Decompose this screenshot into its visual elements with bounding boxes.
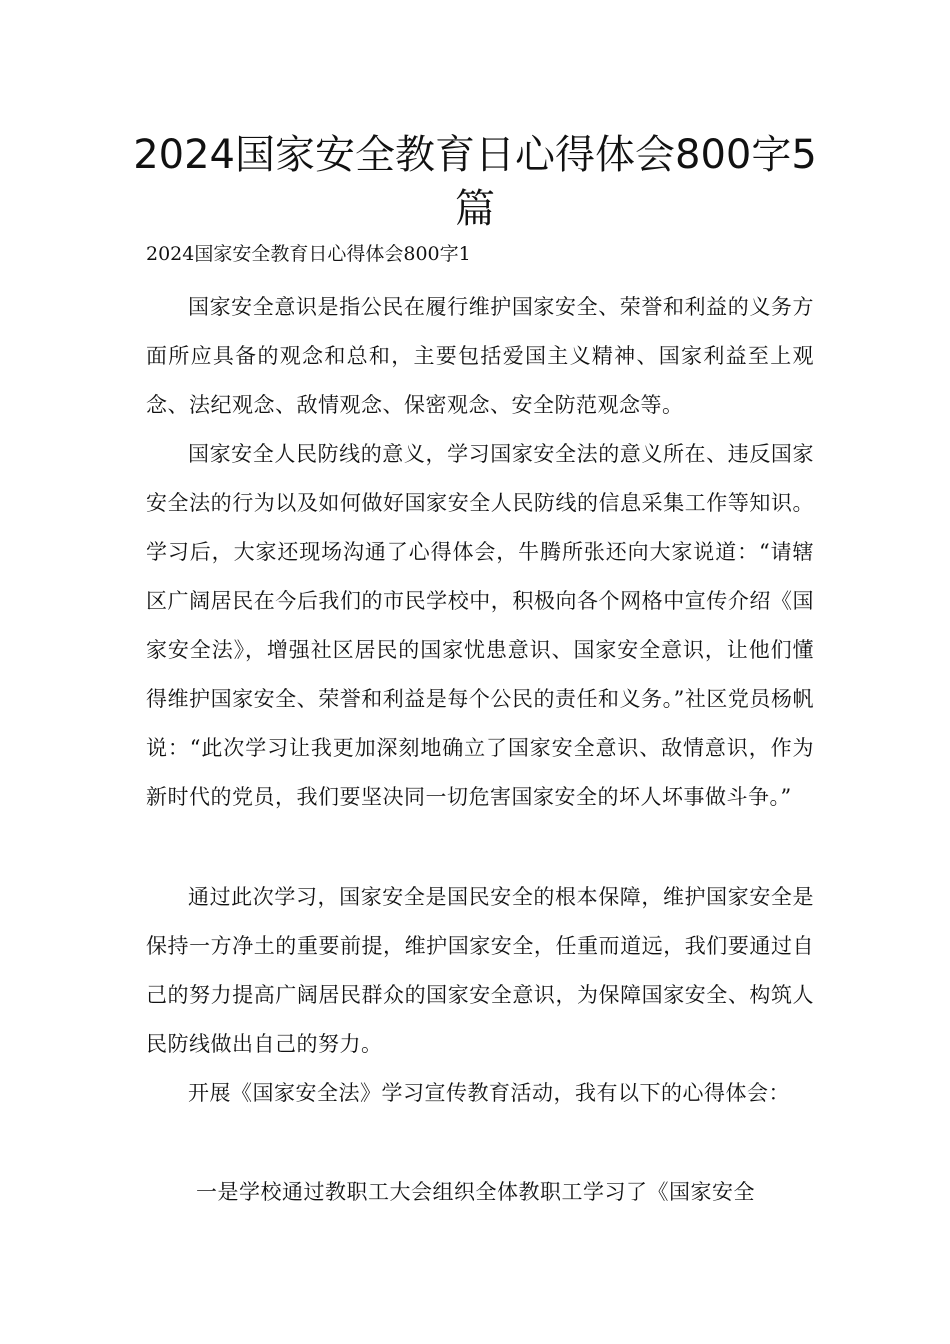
- section-heading: 2024国家安全教育日心得体会800字1: [146, 243, 471, 265]
- paragraph-1: 国家安全意识是指公民在履行维护国家安全、荣誉和利益的义务方面所应具备的观念和总和，主要包括爱国主义精神、国家利益至上观念、法纪观念、敌情观念、保密观念、安全防范观念等。: [146, 295, 814, 417]
- paragraph-3: 通过此次学习，国家安全是国民安全的根本保障，维护国家安全是保持一方净土的重要前提，维护国家安全，任重而道远，我们要通过自己的努力提高广阔居民群众的国家安全意识，为保障国家安全、构筑人民防线做出自己的努力。: [146, 885, 814, 1056]
- document-title: 2024国家安全教育日心得体会800字5篇: [133, 132, 817, 232]
- paragraph-4: 开展《国家安全法》学习宣传教育活动，我有以下的心得体会：: [188, 1081, 790, 1105]
- paragraph-2: 国家安全人民防线的意义，学习国家安全法的意义所在、违反国家安全法的行为以及如何做好国家安全人民防线的信息采集工作等知识。学习后，大家还现场沟通了心得体会，牛腾所张还向大家说道：“请辖区广阔居民在今后我们的市民学校中，积极向各个网格中宣传介绍《国家安全法》，增强社区居民的国家忧患意识、国家安全意识，让他们懂得维护国家安全、荣誉和利益是每个公民的责任和义务。”社区党员杨帆说：“此次学习让我更加深刻地确立了国家安全意识、敌情意识，作为新时代的党员，我们要坚决同一切危害国家安全的坏人坏事做斗争。”: [146, 442, 814, 809]
- paragraph-5: 一是学校通过教职工大会组织全体教职工学习了《国家安全: [196, 1180, 755, 1204]
